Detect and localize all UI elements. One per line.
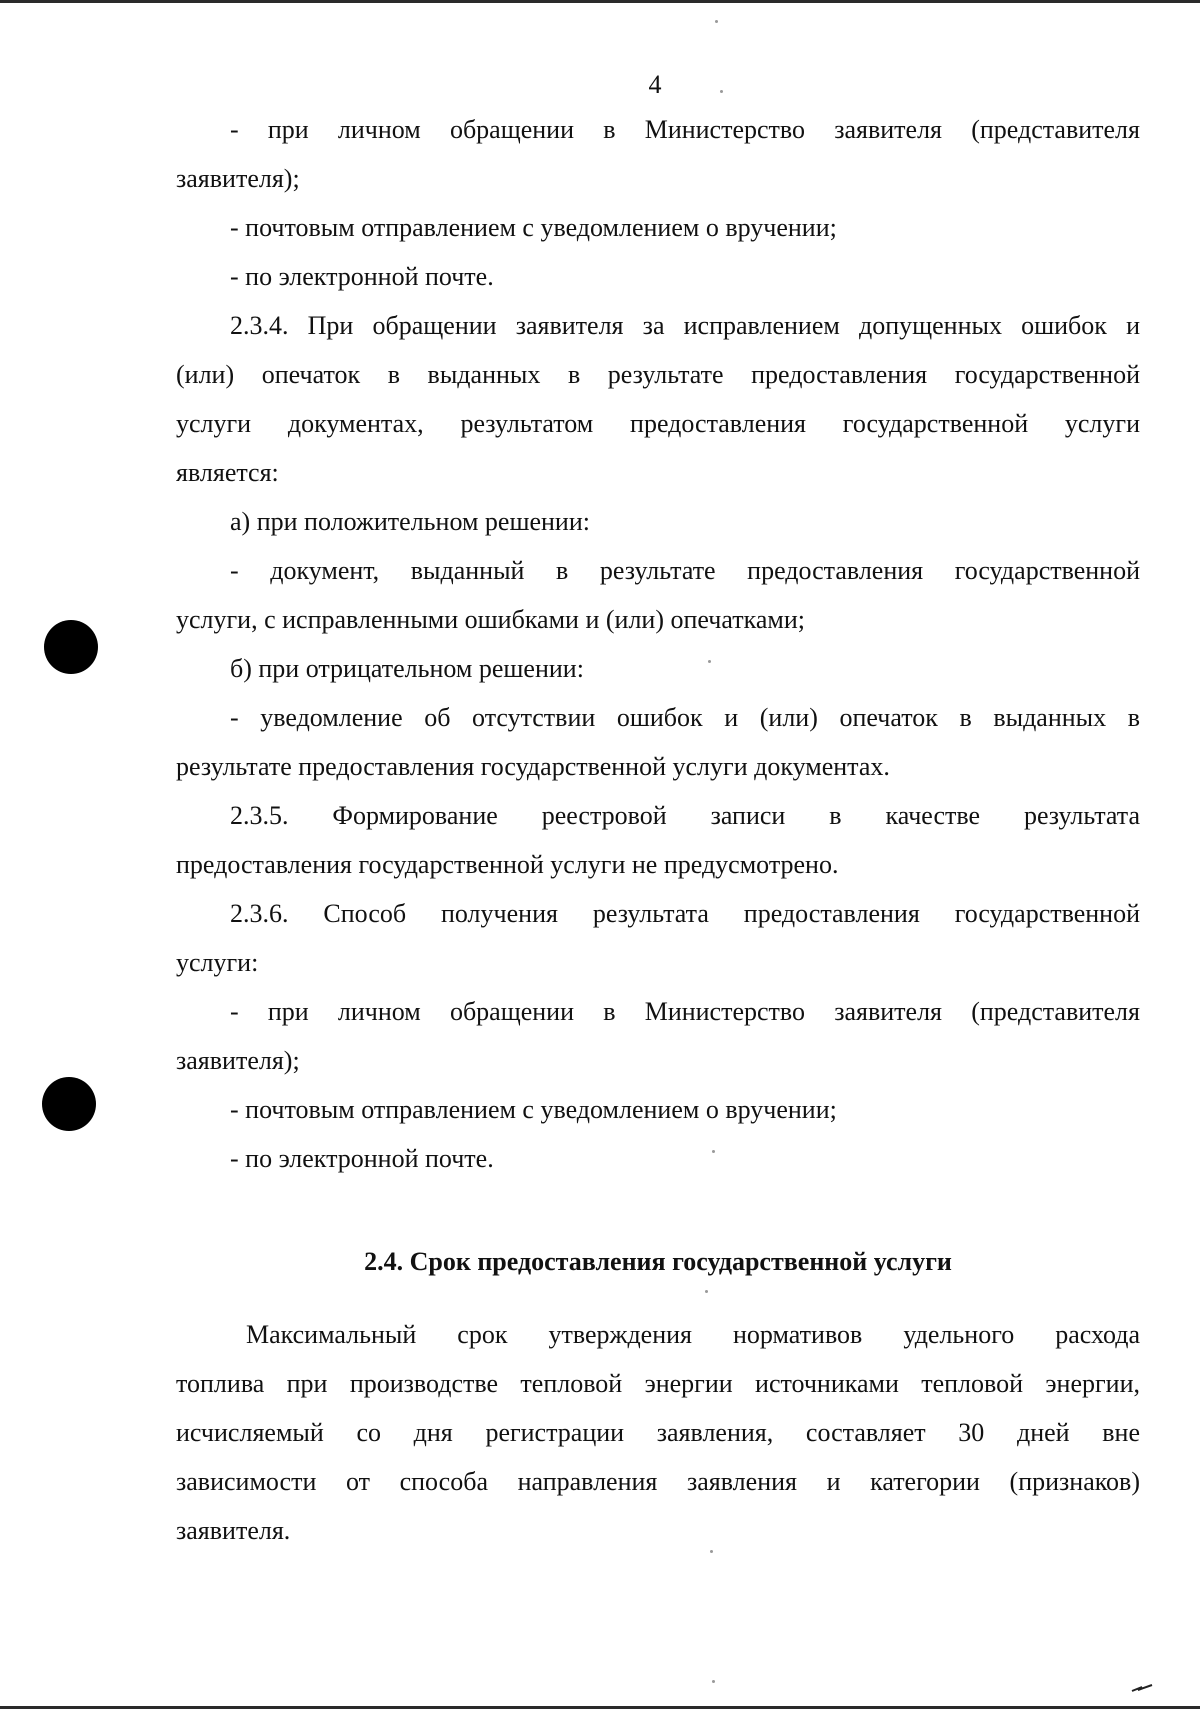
list-item: результате предоставления государственной услуги документах.	[176, 752, 890, 781]
paragraph-line: Максимальный срок утверждения нормативов удельного расхода	[246, 1320, 1140, 1349]
scan-speck	[720, 90, 723, 93]
list-item: - по электронной почте.	[230, 1144, 494, 1173]
list-item: - документ, выданный в результате предоставления государственной	[230, 556, 1140, 585]
paragraph-2-3-4-line: является:	[176, 458, 279, 487]
section-heading: 2.4. Срок предоставления государственной услуги	[364, 1247, 952, 1276]
section-2-3-4-to-2-3-6	[176, 301, 1140, 1183]
scan-speck	[712, 1680, 715, 1683]
text-line: заявителя);	[176, 164, 300, 193]
paragraph-2-3-4-line: услуги документах, результатом предоставления государственной услуги	[176, 409, 1140, 438]
paragraph-line: зависимости от способа направления заявления и категории (признаков)	[176, 1467, 1140, 1496]
paragraph-2-3-6-line: услуги:	[176, 948, 259, 977]
text-line: - почтовым отправлением с уведомлением о вручении;	[230, 213, 837, 242]
paragraph-2-3-6-line: 2.3.6. Способ получения результата предоставления государственной	[230, 899, 1140, 928]
paragraph-line: топлива при производстве тепловой энергии источниками тепловой энергии,	[176, 1369, 1140, 1398]
scan-speck	[710, 1550, 713, 1553]
scan-top-edge	[0, 0, 1200, 3]
text-line: - при личном обращении в Министерство заявителя (представителя	[230, 115, 1140, 144]
paragraph-2-3-4-line: (или) опечаток в выданных в результате предоставления государственной	[176, 360, 1140, 389]
scan-bottom-edge	[0, 1706, 1200, 1709]
list-item: заявителя);	[176, 1046, 300, 1075]
list-item: - уведомление об отсутствии ошибок и (или) опечаток в выданных в	[230, 703, 1140, 732]
delivery-methods-list	[176, 105, 1140, 301]
list-item: - при личном обращении в Министерство заявителя (представителя	[230, 997, 1140, 1026]
list-item: услуги, с исправленными ошибками и (или) опечатками;	[176, 605, 805, 634]
list-item: а) при положительном решении:	[230, 507, 590, 536]
list-item: б) при отрицательном решении:	[230, 654, 584, 683]
paragraph-2-3-5-line: предоставления государственной услуги не предусмотрено.	[176, 850, 839, 879]
punch-hole	[42, 1077, 96, 1131]
scan-speck	[705, 1290, 708, 1293]
paragraph-line: исчисляемый со дня регистрации заявления, составляет 30 дней вне	[176, 1418, 1140, 1447]
list-item: - почтовым отправлением с уведомлением о вручении;	[230, 1095, 837, 1124]
text-line: - по электронной почте.	[230, 262, 494, 291]
scan-speck	[712, 1150, 715, 1153]
paragraph-2-3-5-line: 2.3.5. Формирование реестровой записи в качестве результата	[230, 801, 1140, 830]
scan-speck	[715, 20, 718, 23]
paragraph-line: заявителя.	[176, 1516, 291, 1545]
pen-mark-icon	[1130, 1683, 1154, 1693]
paragraph-2-3-4-line: 2.3.4. При обращении заявителя за исправлением допущенных ошибок и	[230, 311, 1140, 340]
scan-speck	[708, 660, 711, 663]
page-number: 4	[648, 70, 662, 99]
punch-hole	[44, 620, 98, 674]
section-2-4-body	[176, 1310, 1140, 1555]
